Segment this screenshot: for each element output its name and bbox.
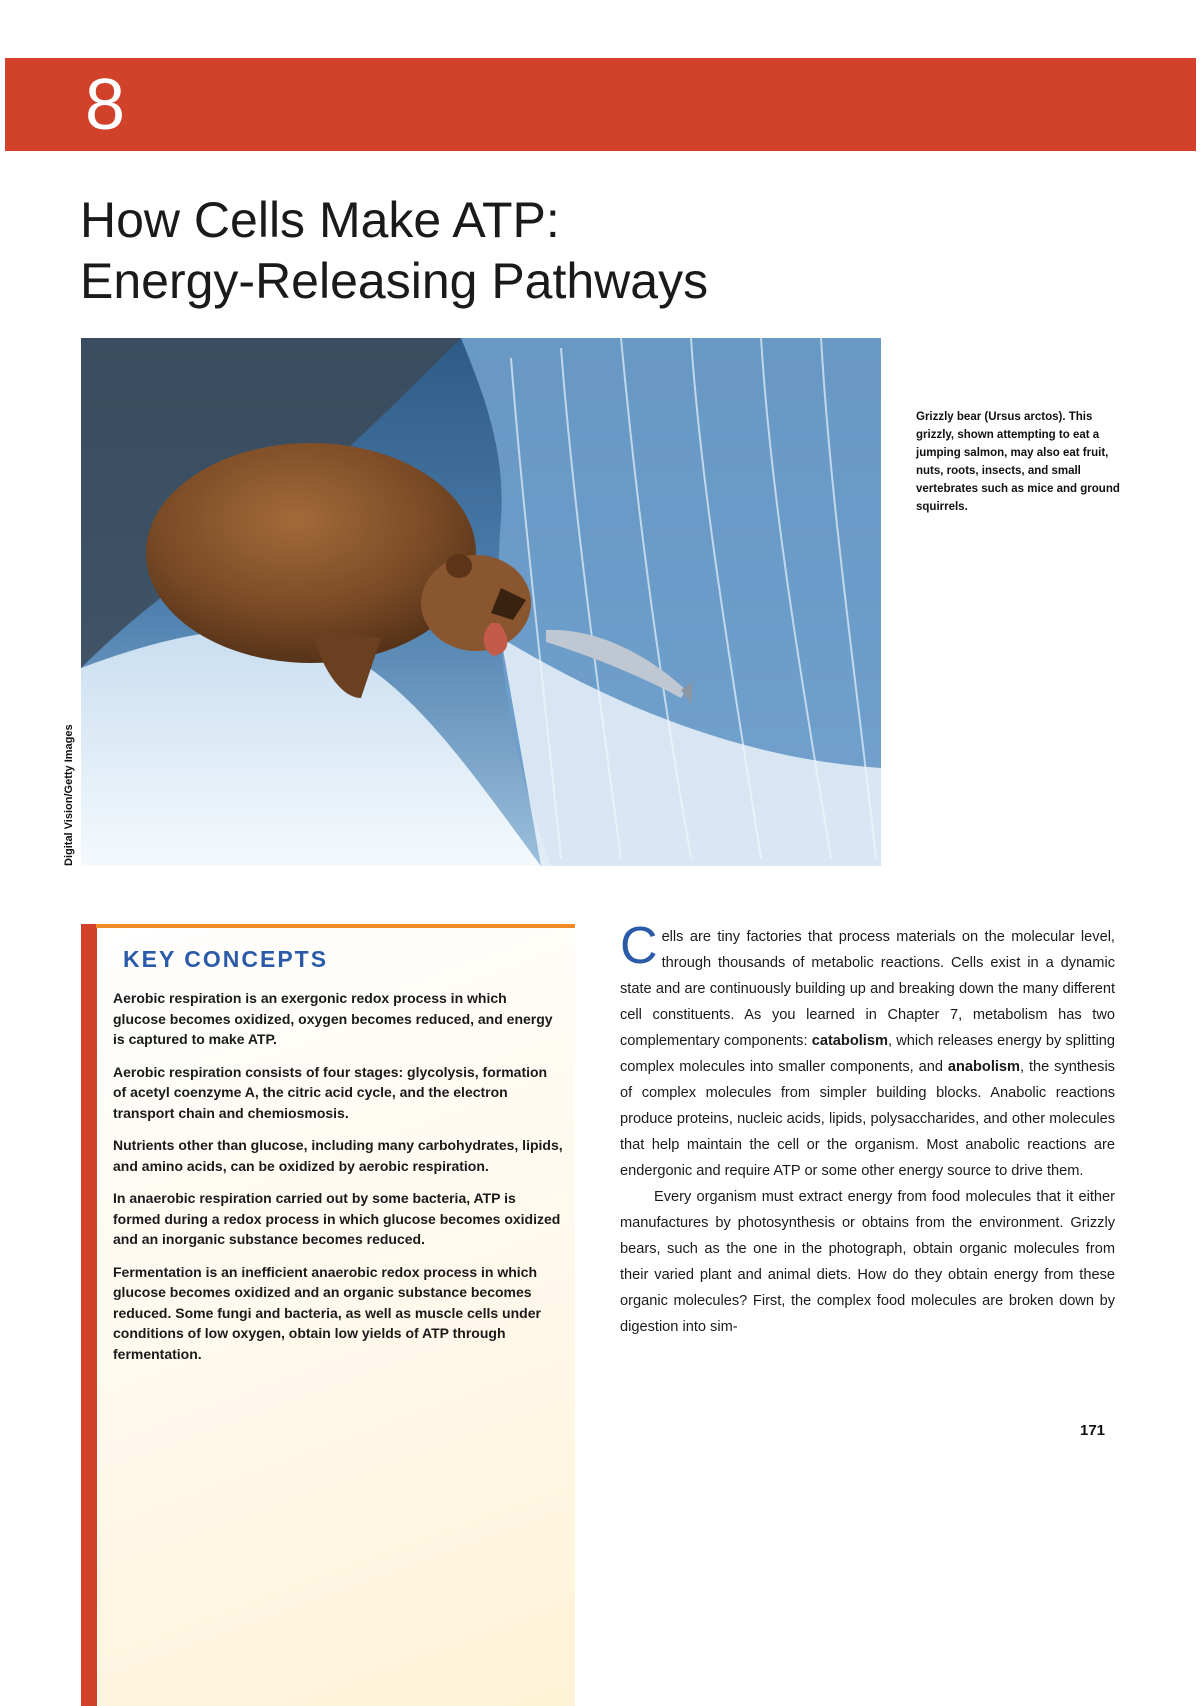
key-concept-item: Fermentation is an inefficient anaerobic redox process in which glucose becomes oxidized and an organic substance becomes reduced. Some fungi and bacteria, as well as muscle cells under conditions of low oxygen, obtain low yields of ATP through fermentation. [113,1263,541,1362]
body-text-run: ells are tiny factories that process materials on the molecular level, through thousands of metabolic reactions. Cells exist in a dynamic state and are continuously building up and breaking down the many different cell constituents. As you learned in Chapter 7, metabolism has two complementary components: [620,929,1115,1049]
chapter-title-line-2: Energy-Releasing Pathways [80,253,709,309]
chapter-title [80,190,980,312]
body-text-run: , the synthesis of complex molecules from simpler building blocks. Anabolic reactions produce proteins, nucleic acids, lipids, polysaccharides, and other molecules that help maintain the cell or the organism. Most anabolic reactions are endergonic and require ATP or some other energy source to drive them. [620,1059,1115,1179]
key-concepts-rule [96,924,575,928]
photo-credit: Digital Vision/Getty Images [63,724,75,866]
page-number: 171 [1080,1422,1106,1439]
body-paragraph-1 [620,917,1115,1184]
key-concept-item: Aerobic respiration consists of four stages: glycolysis, formation of acetyl coenzyme A, the citric acid cycle, and the electron transport chain and chemiosmosis. [113,1063,548,1121]
key-concept-item: Nutrients other than glucose, including many carbohydrates, lipids, and amino acids, can be oxidized by aerobic respiration. [113,1137,563,1174]
key-concepts-list [113,988,563,1376]
photo-illustration [81,338,881,866]
term-anabolism: anabolism [947,1059,1021,1075]
body-text [620,917,1115,1340]
photo-caption: Grizzly bear (Ursus arctos). This grizzly, shown attempting to eat a jumping salmon, may also eat fruit, nuts, roots, insects, and small vertebrates such as mice and ground squirrels. [916,411,1120,513]
chapter-title-line-1: How Cells Make ATP: [80,192,560,248]
bear-salmon-photo [81,338,881,866]
body-text-run: , which releases energy by splitting complex molecules into smaller components, and [620,1033,1115,1075]
term-catabolism: catabolism [811,1033,888,1049]
drop-cap: C [620,917,658,975]
body-paragraph-2: Every organism must extract energy from food molecules that it either manufactures by photosynthesis or obtains from the environment. Grizzly bears, such as the one in the photograph, obtain organic molecules from their varied plant and animal diets. How do they obtain energy from these organic molecules? First, the complex food molecules are broken down by digestion into sim- [620,1189,1115,1335]
key-concepts-heading: KEY CONCEPTS [123,946,329,972]
key-concept-item: In anaerobic respiration carried out by some bacteria, ATP is formed during a redox process in which glucose becomes oxidized and an inorganic substance becomes reduced. [113,1190,561,1247]
chapter-number: 8 [85,65,126,145]
chapter-banner [5,58,1196,151]
key-concept-item: Aerobic respiration is an exergonic redox process in which glucose becomes oxidized, oxygen becomes reduced, and energy is captured to make ATP. [113,990,553,1047]
